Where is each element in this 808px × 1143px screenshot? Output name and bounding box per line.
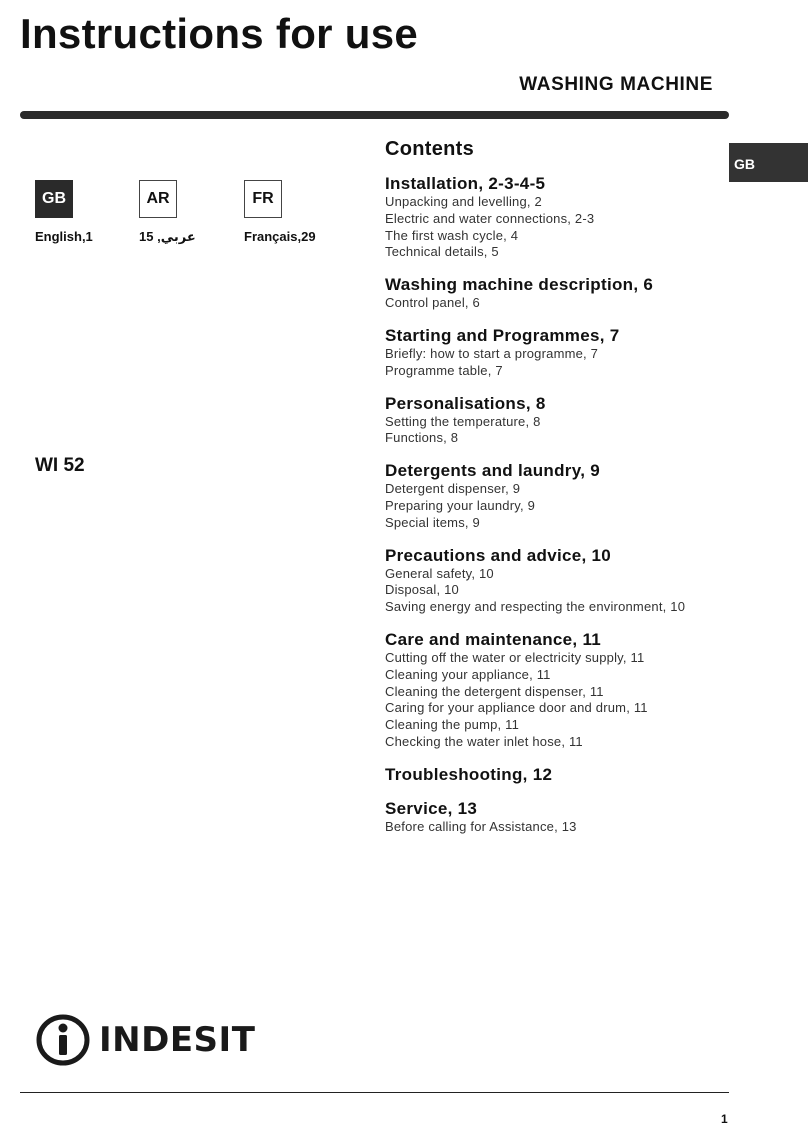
contents-section	[385, 630, 745, 751]
contents-sections	[385, 174, 745, 836]
section-item[interactable]: Special items, 9	[385, 514, 480, 530]
page-number: 1	[721, 1112, 728, 1126]
language-code-box: FR	[244, 180, 282, 218]
table-of-contents	[385, 138, 745, 850]
section-item[interactable]: Detergent dispenser, 9	[385, 481, 521, 497]
section-item[interactable]: Electric and water connections, 2-3	[385, 210, 595, 226]
contents-heading: Contents	[385, 138, 475, 160]
document-subtitle: WASHING MACHINE	[519, 74, 713, 95]
contents-section	[385, 461, 745, 531]
contents-section	[385, 394, 745, 448]
section-item[interactable]: Briefly: how to start a programme, 7	[385, 345, 599, 361]
language-label: English,1	[35, 229, 93, 244]
section-item[interactable]: Setting the temperature, 8	[385, 413, 541, 429]
section-item[interactable]: Unpacking and levelling, 2	[385, 194, 542, 209]
section-title[interactable]: Starting and Programmes, 7	[385, 325, 620, 345]
contents-section	[385, 326, 745, 380]
section-item[interactable]: Programme table, 7	[385, 362, 503, 378]
brand-name: INDESIT	[99, 1020, 256, 1060]
language-side-tab: GB	[729, 143, 808, 182]
section-item[interactable]: Control panel, 6	[385, 295, 480, 311]
language-ar[interactable]	[139, 180, 259, 245]
indesit-i-logo-icon	[35, 1013, 91, 1067]
section-item[interactable]: Saving energy and respecting the environment, 10	[385, 599, 686, 615]
language-code-box: GB	[35, 180, 73, 218]
section-item[interactable]: Preparing your laundry, 9	[385, 497, 536, 513]
document-title: Instructions for use	[20, 10, 419, 57]
language-gb[interactable]	[35, 180, 155, 244]
language-label: عربي, 15	[139, 229, 196, 244]
section-item[interactable]: Cleaning the pump, 11	[385, 717, 520, 733]
model-name: WI 52	[35, 455, 85, 476]
brand-logo	[35, 1013, 255, 1067]
language-fr[interactable]	[244, 180, 364, 244]
section-title[interactable]: Care and maintenance, 11	[385, 629, 602, 649]
section-item[interactable]: Before calling for Assistance, 13	[385, 818, 577, 834]
section-title[interactable]: Installation, 2-3-4-5	[385, 174, 546, 193]
section-item[interactable]: Cleaning the detergent dispenser, 11	[385, 683, 604, 699]
section-title[interactable]: Troubleshooting, 12	[385, 764, 553, 784]
contents-section	[385, 765, 745, 785]
header-divider	[20, 111, 729, 119]
contents-section	[385, 546, 745, 616]
language-code-box: AR	[139, 180, 177, 218]
contents-section	[385, 275, 745, 312]
section-item[interactable]: Caring for your appliance door and drum, 11	[385, 700, 648, 716]
section-title[interactable]: Personalisations, 8	[385, 393, 546, 413]
section-item[interactable]: Cutting off the water or electricity supply, 11	[385, 649, 645, 665]
footer-divider	[20, 1092, 729, 1093]
contents-section	[385, 799, 745, 836]
section-item[interactable]: Functions, 8	[385, 430, 459, 446]
section-item[interactable]: Technical details, 5	[385, 244, 499, 260]
section-title[interactable]: Precautions and advice, 10	[385, 545, 612, 565]
section-title[interactable]: Washing machine description, 6	[385, 275, 654, 295]
section-title[interactable]: Detergents and laundry, 9	[385, 461, 601, 481]
section-item[interactable]: Checking the water inlet hose, 11	[385, 733, 583, 749]
contents-section	[385, 174, 745, 261]
section-item[interactable]: General safety, 10	[385, 565, 494, 581]
section-item[interactable]: The first wash cycle, 4	[385, 227, 519, 243]
section-title[interactable]: Service, 13	[385, 798, 478, 818]
language-label: Français,29	[244, 229, 316, 244]
section-item[interactable]: Cleaning your appliance, 11	[385, 666, 551, 682]
section-item[interactable]: Disposal, 10	[385, 582, 459, 598]
